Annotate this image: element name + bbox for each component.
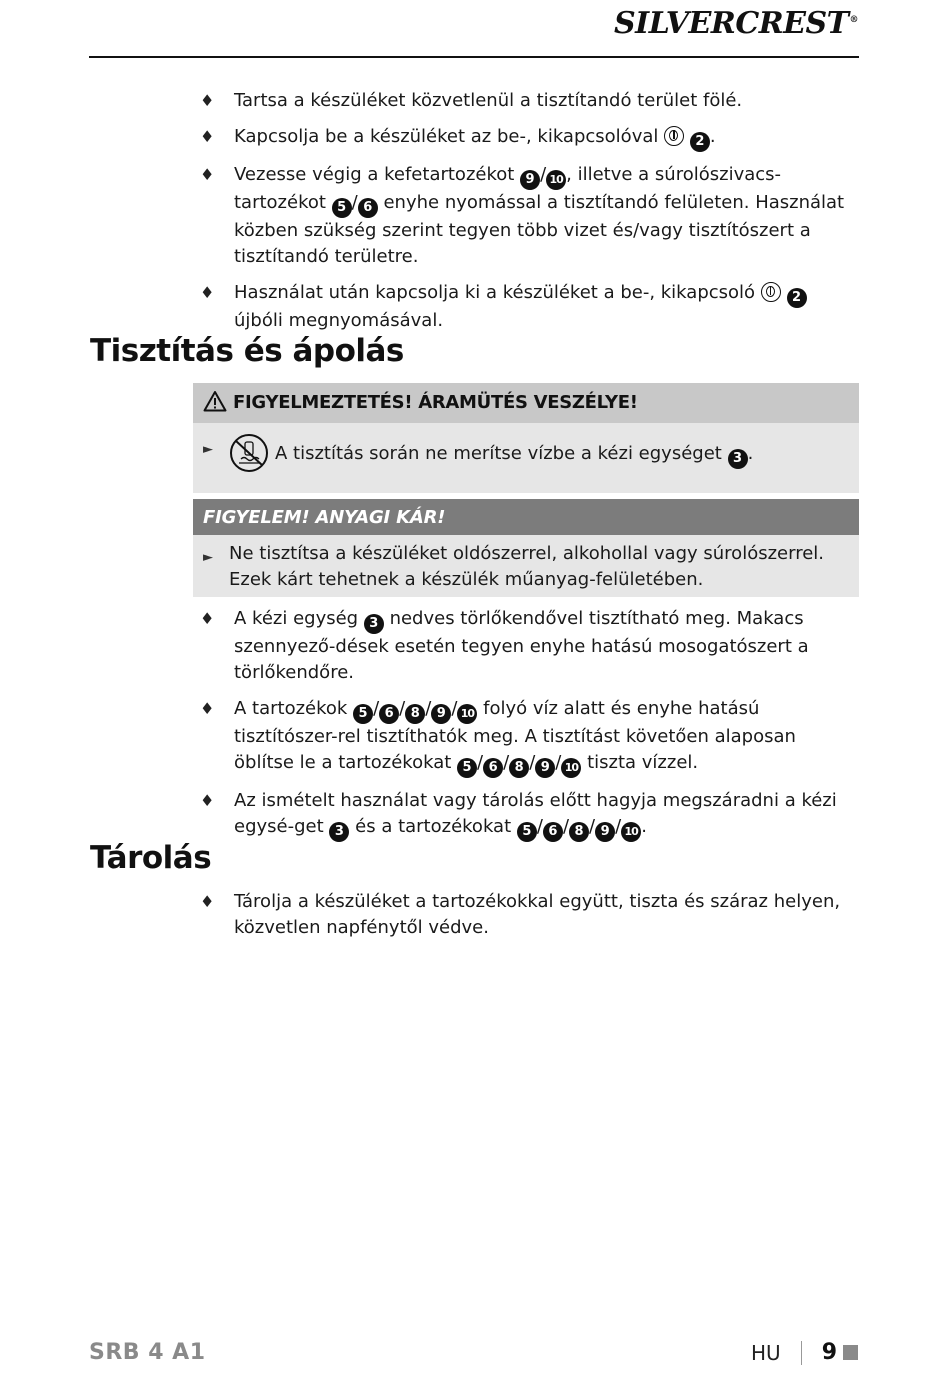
part-number-badge: 8 <box>509 758 529 778</box>
warning-line: ► A tisztítás során ne merítse vízbe a kézi egységet 3 . <box>193 423 859 493</box>
list-item: ♦ Kapcsolja be a készüléket az be-, kikapcsolóval 2 . <box>200 124 860 152</box>
section-title-cleaning: Tisztítás és ápolás <box>90 333 404 369</box>
part-number-badge: 9 <box>535 758 555 778</box>
footer-model: SRB 4 A1 <box>89 1340 206 1365</box>
part-number-badge: 5 <box>457 758 477 778</box>
part-number-badge: 3 <box>329 822 349 842</box>
diamond-bullet-icon: ♦ <box>200 609 215 628</box>
list-item: ♦ Használat után kapcsolja ki a készüléket a be-, kikapcsoló 2 újbóli megnyomásával. <box>200 280 860 334</box>
arrow-bullet-icon: ► <box>203 442 213 457</box>
part-number-badge: 6 <box>483 758 503 778</box>
footer-page-info <box>751 1340 858 1365</box>
header-rule <box>89 56 859 58</box>
diamond-bullet-icon: ♦ <box>200 165 215 184</box>
diamond-bullet-icon: ♦ <box>200 892 215 911</box>
page-number: 9 <box>821 1340 837 1365</box>
part-number-badge: 8 <box>405 704 425 724</box>
part-number-badge: 9 <box>595 822 615 842</box>
diamond-bullet-icon: ♦ <box>200 283 215 302</box>
list-item: ♦ Tárolja a készüléket a tartozékokkal együtt, tiszta és száraz helyen, közvetlen napfénytől védve. <box>200 891 841 938</box>
diamond-bullet-icon: ♦ <box>200 791 215 810</box>
diamond-bullet-icon: ♦ <box>200 127 215 146</box>
part-number-badge: 9 <box>520 170 540 190</box>
list-item: ♦ Tartsa a készüléket közvetlenül a tisztítandó terület fölé. <box>200 88 860 114</box>
part-number-badge: 5 <box>353 704 373 724</box>
no-immerse-icon <box>229 433 269 481</box>
part-number-badge: 6 <box>543 822 563 842</box>
part-number-badge: 6 <box>358 198 378 218</box>
attention-header: FIGYELEM! ANYAGI KÁR! <box>193 499 859 535</box>
page-marker-icon <box>843 1345 858 1360</box>
cleaning-bullet-list <box>200 606 860 852</box>
section-title-storage: Tárolás <box>90 840 212 876</box>
attention-box <box>193 499 859 597</box>
warning-triangle-icon <box>203 387 227 427</box>
part-number-badge: 5 <box>332 198 352 218</box>
warning-box <box>193 383 859 493</box>
list-item: ♦ Az ismételt használat vagy tárolás előtt hagyja megszáradni a kézi egysé-get 3 és a tartozékokat 5 / 6 / 8 / 9 / 10 . <box>200 788 860 842</box>
part-number-badge: 2 <box>787 288 807 308</box>
part-number-badge: 8 <box>569 822 589 842</box>
list-item: ♦ A tartozékok 5 / 6 / 8 / 9 / 10 folyó víz alatt és enyhe hatású tisztítószer-rel tisztíthatók meg. A tisztítást követően alaposan öblítse le a tartozékokat 5 / 6 / 8 / 9 / 10 tiszta vízzel. <box>200 696 860 778</box>
brand-logo: SILVERCREST® <box>613 6 858 41</box>
part-number-badge: 9 <box>431 704 451 724</box>
part-number-badge: 2 <box>690 132 710 152</box>
part-number-badge: 6 <box>379 704 399 724</box>
part-number-badge: 10 <box>621 822 641 842</box>
diamond-bullet-icon: ♦ <box>200 91 215 110</box>
part-number-badge: 3 <box>728 449 748 469</box>
part-number-badge: 3 <box>364 614 384 634</box>
arrow-bullet-icon: ► <box>203 550 213 565</box>
power-button-icon <box>664 126 684 146</box>
part-number-badge: 10 <box>561 758 581 778</box>
part-number-badge: 5 <box>517 822 537 842</box>
footer-language: HU <box>751 1340 781 1365</box>
part-number-badge: 10 <box>546 170 566 190</box>
part-number-badge: 10 <box>457 704 477 724</box>
footer-separator <box>801 1341 802 1365</box>
storage-bullet-list <box>200 889 860 951</box>
usage-bullet-list <box>200 88 860 344</box>
list-item: ♦ Vezesse végig a kefetartozékot 9 / 10 , illetve a súrolószivacs-tartozékot 5 / 6 enyhe nyomással a tisztítandó felületen. Használat közben szükség szerint tegyen több vizet és/vagy tisztítószert a tisztítandó területre. <box>200 164 845 267</box>
warning-header: FIGYELMEZTETÉS! ÁRAMÜTÉS VESZÉLYE! <box>193 383 859 423</box>
attention-line: ► Ne tisztítsa a készüléket oldószerrel, alkohollal vagy súrolószerrel. Ezek kárt tehetnek a készülék műanyag-felületében. <box>203 543 824 590</box>
power-button-icon <box>761 282 781 302</box>
diamond-bullet-icon: ♦ <box>200 699 215 718</box>
list-item: ♦ A kézi egység 3 nedves törlőkendővel tisztítható meg. Makacs szennyező-dések esetén tegyen enyhe hatású mosogatószert a törlőkendőre. <box>200 608 809 683</box>
